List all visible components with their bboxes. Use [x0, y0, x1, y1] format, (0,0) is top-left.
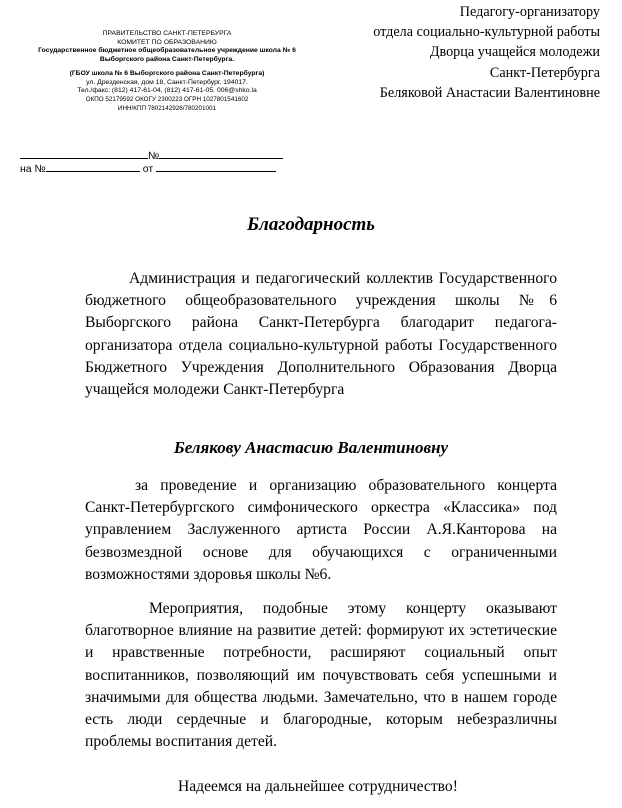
letterhead-codes: ОКПО 52179592 ОКОГУ 2300223 ОГРН 1027801541602 — [85, 95, 249, 103]
paragraph-impact: Мероприятия, подобные этому концерту оказывают благотворное влияние на развитие детей: формируют их эстетические и нравственные потребности, расширяют социальный опыт воспитанников, позволяющий им почувствовать себя успешными и значимыми для общества людьми. Замечательно, что в нашем городе есть люди сердечные и благородные, которым небезразличны проблемы воспитания детей. — [85, 600, 557, 751]
honoree-name: Белякову Анастасию Валентиновну — [173, 438, 449, 457]
document-title: Благодарность — [247, 214, 375, 235]
letterhead-inn: ИНН/КПП 7802142926/780201001 — [117, 104, 217, 112]
letterhead-short-name: (ГБОУ школа № 6 Выборгского района Санкт-Петербурга) — [69, 69, 265, 77]
letterhead — [26, 30, 308, 113]
closing-line: Надеемся на дальнейшее сотрудничество! — [178, 778, 458, 795]
ref-number-blank — [46, 161, 140, 172]
paragraph-intro: Администрация и педагогический коллектив Государственного бюджетного общеобразовательного учреждения школы №6 Выборгского района Санкт-Петербурга благодарит педагога-организатора отдела социально-культурной работы Государственного Бюджетного Учреждения Дополнительного Образования Дворца учащейся молодежи Санкт-Петербурга — [85, 270, 557, 399]
number-sign: № — [148, 150, 160, 162]
incoming-reference-line — [20, 161, 276, 176]
from-label: от — [142, 163, 154, 175]
addressee-block — [310, 2, 600, 103]
letterhead-committee: КОМИТЕТ ПО ОБРАЗОВАНИЮ — [117, 38, 217, 46]
letterhead-school-name: Государственное бюджетное общеобразовательное учреждение школа № 6 — [38, 47, 296, 55]
letterhead-district: Выборгского района Санкт-Петербурга. — [99, 56, 235, 64]
addressee-department: отдела социально-культурной работы — [373, 24, 600, 41]
addressee-city: Санкт-Петербурга — [489, 64, 600, 81]
addressee-position: Педагогу-организатору — [459, 4, 600, 20]
letterhead-contacts: Тел./факс: (812) 417-61-04, (812) 417-61-05. 006@shko.la — [77, 87, 257, 95]
letterhead-address: ул. Дрезденская, дом 18, Санкт-Петербург, 194017. — [86, 78, 248, 86]
paragraph-reason: за проведение и организацию образовательного концерта Санкт-Петербургского симфонического оркестра «Классика» под управлением Заслуженного артиста России А.Я.Канторова на безвозмездной основе для обучающихся с ограниченными возможностями здоровья школы №6. — [85, 477, 557, 583]
letterhead-government: ПРАВИТЕЛЬСТВО САНКТ-ПЕТЕРБУРГА — [102, 30, 232, 37]
on-number-label: на № — [20, 163, 46, 175]
ref-date-blank — [156, 161, 276, 172]
addressee-organization: Дворца учащейся молодежи — [429, 44, 600, 61]
date-blank — [20, 148, 148, 159]
addressee-name: Беляковой Анастасии Валентиновне — [379, 84, 600, 101]
number-blank — [159, 148, 283, 159]
